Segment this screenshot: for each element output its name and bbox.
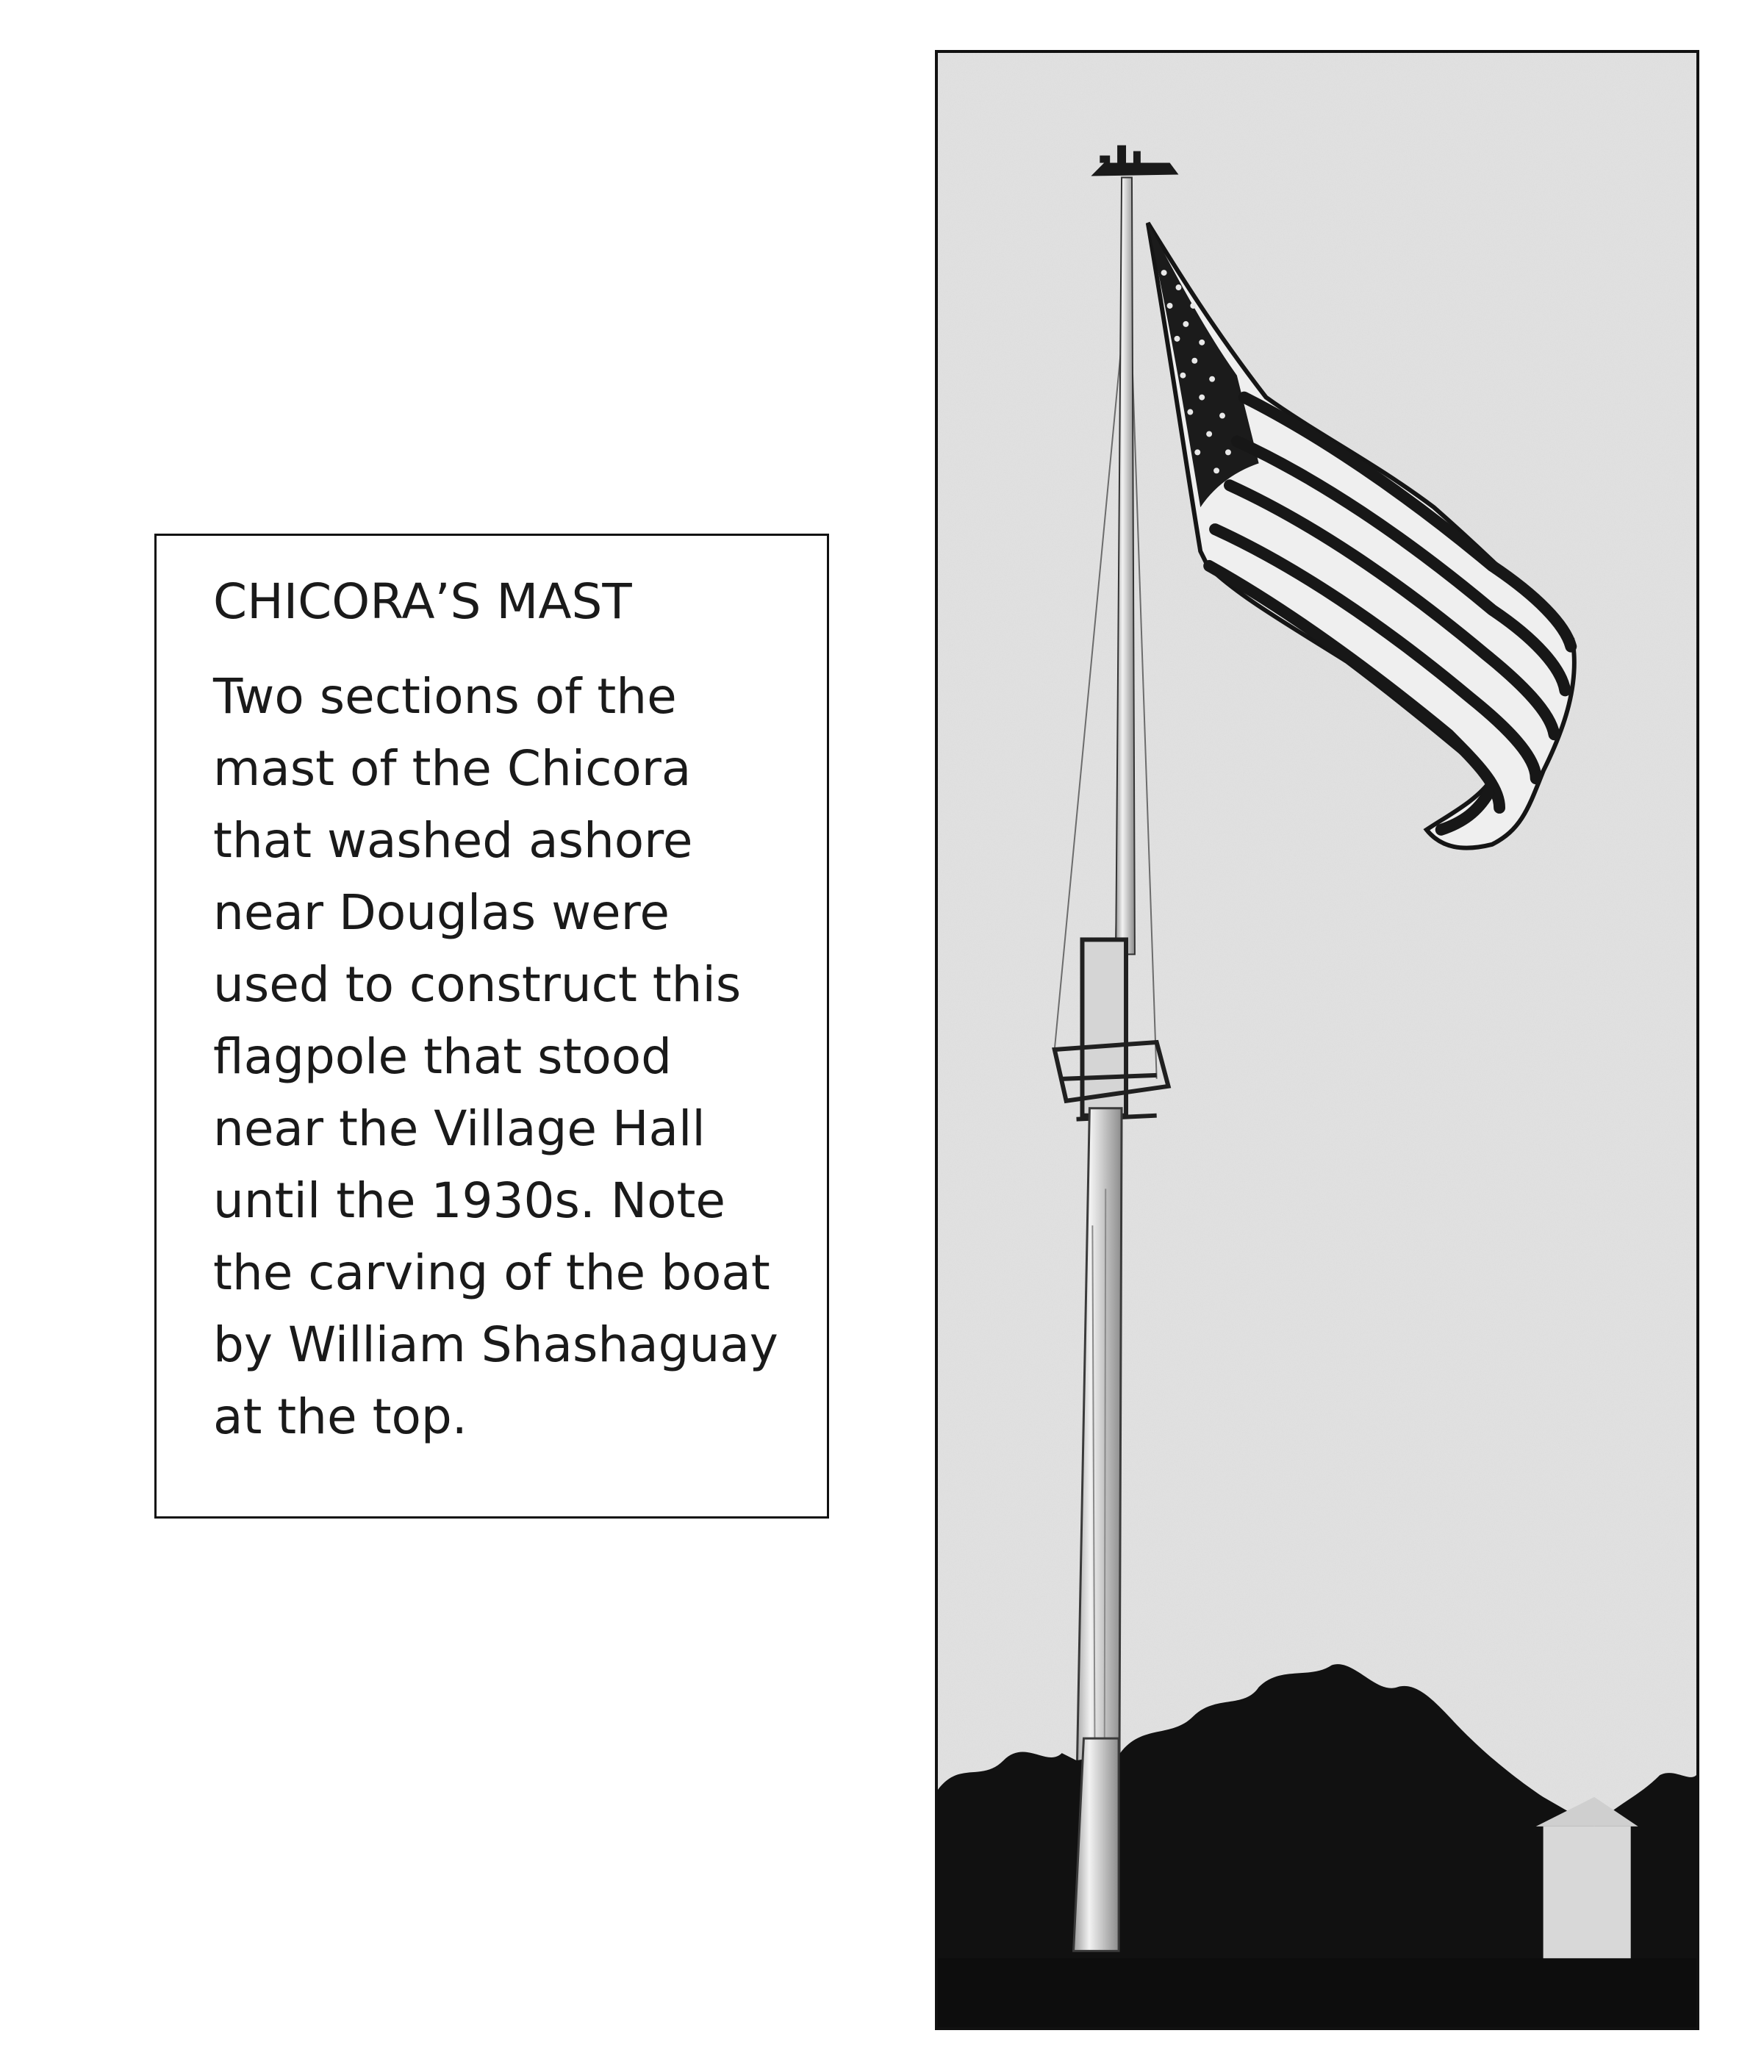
caption-box: [154, 534, 829, 1519]
flagpole-photo: [935, 50, 1699, 2030]
village-building: [1536, 1797, 1638, 1973]
caption-title: CHICORA’S MAST: [213, 573, 632, 630]
ground: [938, 1958, 1696, 2027]
caption-body: Two sections of the mast of the Chicora that washed ashore near Douglas were used to construct this flagpole that stood near the Village Hall until the 1930s. Note the carving of the boat by William Shashaguay at the top.: [213, 668, 778, 1445]
flagpole-photo-illustration: [938, 53, 1696, 2027]
